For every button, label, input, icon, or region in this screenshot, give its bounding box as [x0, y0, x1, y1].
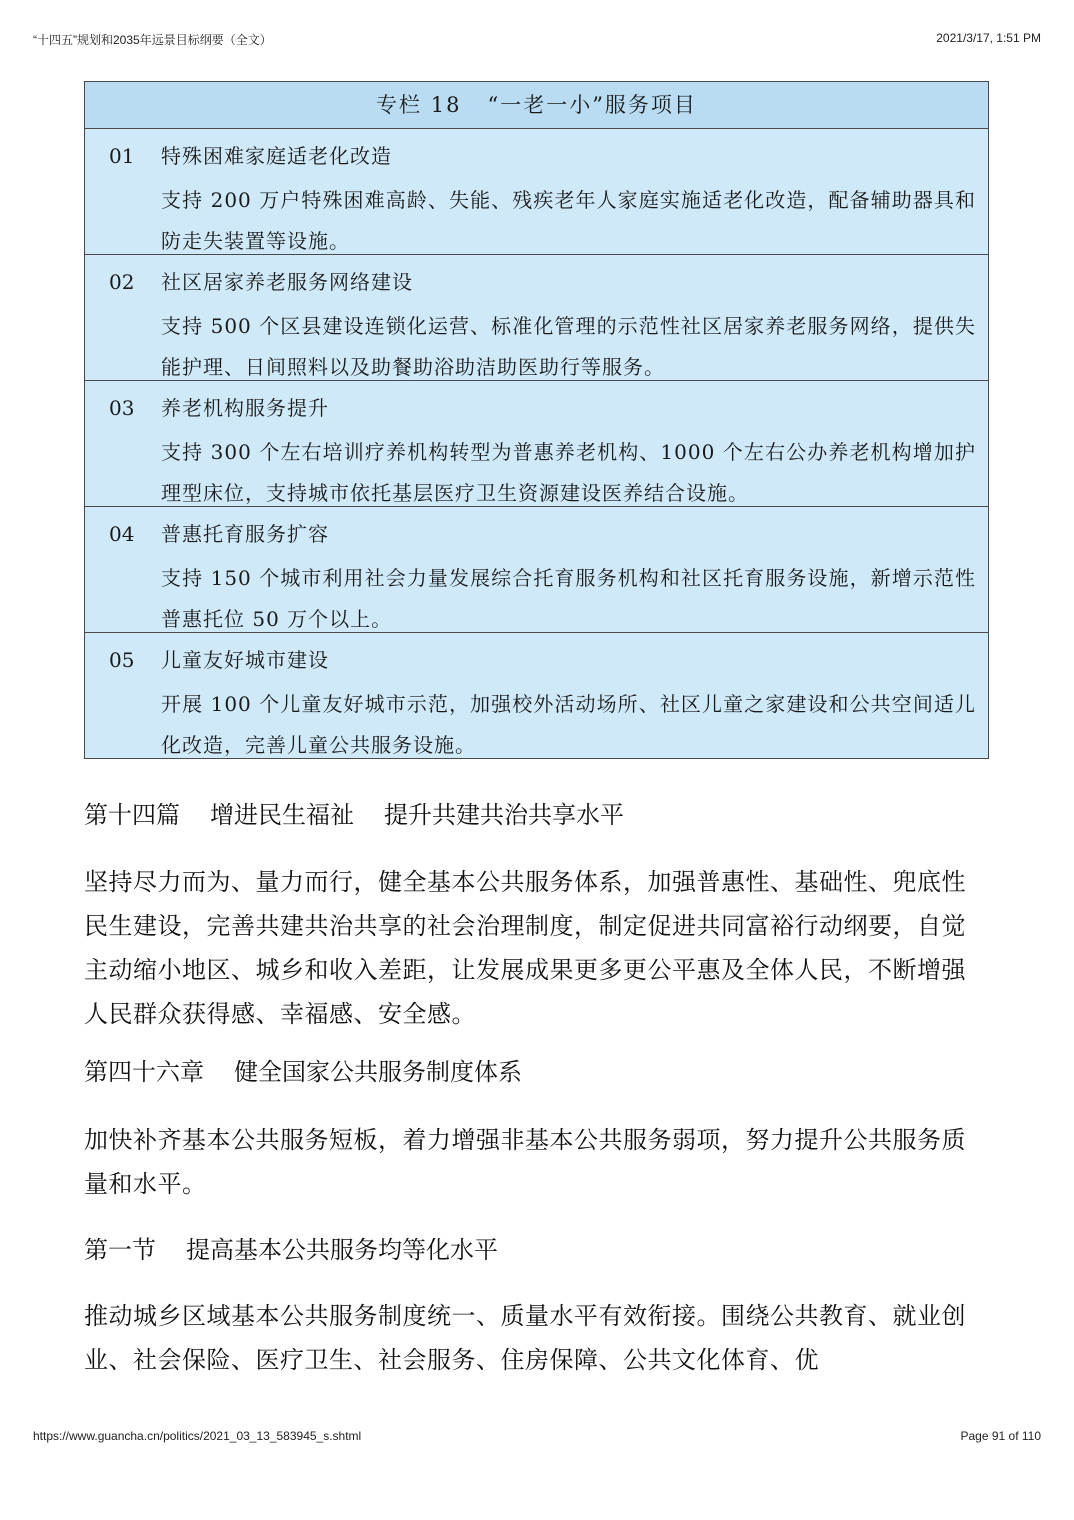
project-number: 05: [109, 648, 135, 672]
section-number: 第一节: [84, 1236, 156, 1264]
special-column-heading: “一老一小”服务项目: [487, 93, 697, 117]
page-footer: [33, 1429, 1041, 1443]
chapter-title: 健全国家公共服务制度体系: [234, 1058, 522, 1086]
print-datetime: 2021/3/17, 1:51 PM: [936, 31, 1041, 45]
project-row: [85, 633, 988, 758]
special-column-box: [84, 81, 989, 759]
project-title: 特殊困难家庭适老化改造: [161, 144, 392, 168]
project-description: 支持 300 个左右培训疗养机构转型为普惠养老机构、1000 个左右公办养老机构增加护理型床位，支持城市依托基层医疗卫生资源建设医养结合设施。: [161, 440, 976, 505]
project-description: 支持 150 个城市利用社会力量发展综合托育服务机构和社区托育服务设施，新增示范性普惠托位 50 万个以上。: [161, 566, 976, 631]
project-description: 支持 500 个区县建设连锁化运营、标准化管理的示范性社区居家养老服务网络，提供失能护理、日间照料以及助餐助浴助洁助医助行等服务。: [161, 314, 976, 379]
project-row: [85, 129, 988, 255]
part-title-a: 增进民生福祉: [210, 801, 354, 829]
project-number: 03: [109, 396, 135, 420]
part-number: 第十四篇: [84, 801, 180, 829]
project-description: 开展 100 个儿童友好城市示范，加强校外活动场所、社区儿童之家建设和公共空间适儿化改造，完善儿童公共服务设施。: [161, 692, 976, 757]
special-column-title: [85, 82, 988, 129]
project-row: [85, 255, 988, 381]
project-description: 支持 200 万户特殊困难高龄、失能、残疾老年人家庭实施适老化改造，配备辅助器具和防走失装置等设施。: [161, 188, 976, 253]
part-heading: [84, 799, 990, 831]
project-title: 普惠托育服务扩容: [161, 522, 329, 546]
project-row: [85, 381, 988, 507]
chapter-heading: [84, 1056, 990, 1088]
document-title: “十四五”规划和2035年远景目标纲要（全文）: [33, 33, 272, 47]
part-title-b: 提升共建共治共享水平: [384, 801, 624, 829]
project-number: 04: [109, 522, 135, 546]
part-paragraph: 坚持尽力而为、量力而行，健全基本公共服务体系，加强普惠性、基础性、兜底性民生建设，完善共建共治共享的社会治理制度，制定促进共同富裕行动纲要，自觉主动缩小地区、城乡和收入差距，让发展成果更多更公平惠及全体人民，不断增强人民群众获得感、幸福感、安全感。: [84, 868, 966, 1028]
section-title: 提高基本公共服务均等化水平: [186, 1236, 498, 1264]
section-heading: [84, 1234, 990, 1266]
project-title: 养老机构服务提升: [161, 396, 329, 420]
project-title: 社区居家养老服务网络建设: [161, 270, 413, 294]
project-title: 儿童友好城市建设: [161, 648, 329, 672]
page-header: [33, 31, 1041, 48]
source-url[interactable]: https://www.guancha.cn/politics/2021_03_13_583945_s.shtml: [33, 1429, 362, 1443]
page-number: Page 91 of 110: [960, 1429, 1041, 1443]
chapter-number: 第四十六章: [84, 1058, 204, 1086]
project-row: [85, 507, 988, 633]
section-paragraph: 推动城乡区域基本公共服务制度统一、质量水平有效衔接。围绕公共教育、就业创业、社会保险、医疗卫生、社会服务、住房保障、公共文化体育、优: [84, 1302, 966, 1374]
project-number: 02: [109, 270, 135, 294]
project-number: 01: [109, 144, 135, 168]
chapter-paragraph: 加快补齐基本公共服务短板，着力增强非基本公共服务弱项，努力提升公共服务质量和水平。: [84, 1126, 966, 1198]
special-column-label: 专栏 18: [376, 93, 462, 117]
